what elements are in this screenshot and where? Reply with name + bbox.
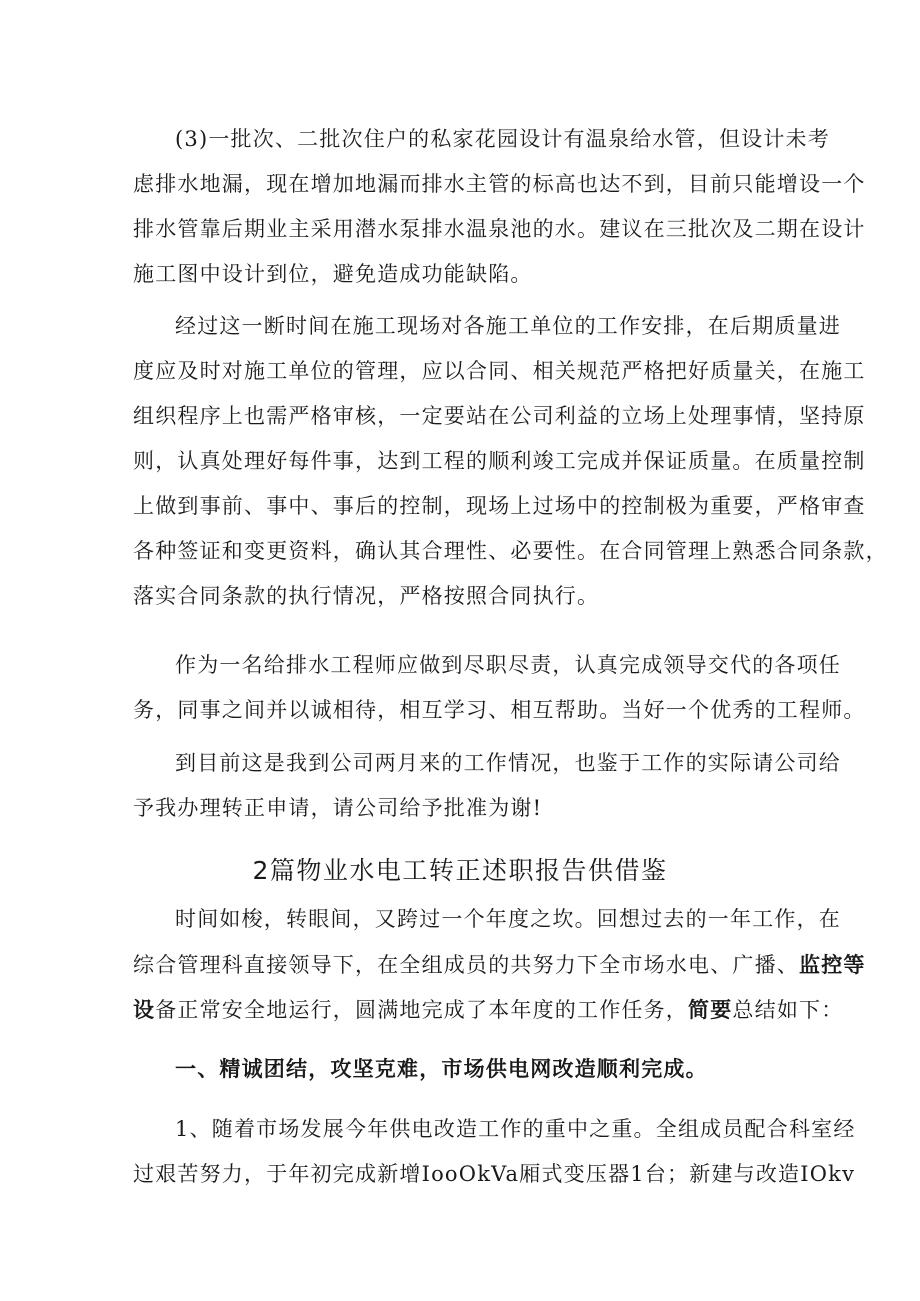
para1-line-3: 排水管靠后期业主采用潜水泵排水温泉池的水。建议在三批次及二期在设计 bbox=[133, 217, 866, 241]
para5-line-3-bold-a: 设 bbox=[133, 997, 156, 1022]
para5-line-2 bbox=[133, 943, 866, 987]
para4-line-1: 到目前这是我到公司两月来的工作情况，也鉴于工作的实际请公司给 bbox=[175, 751, 841, 775]
section-title: 2篇物业水电工转正述职报告供借鉴 bbox=[252, 856, 668, 885]
para5-line-2-text: 综合管理科直接领导下，在全组成员的共努力下全市场水电、广播、 bbox=[133, 953, 799, 977]
para3-line-1: 作为一名给排水工程师应做到尽职尽责，认真完成领导交代的各项任 bbox=[175, 653, 841, 677]
para6-line-1: 1、随着市场发展今年供电改造工作的重中之重。全组成员配合科室经 bbox=[175, 1117, 856, 1141]
para2-line-3: 组织程序上也需严格审核，一定要站在公司利益的立场上处理事情，坚持原 bbox=[133, 404, 866, 428]
para5-line-3-bold-b: 简要 bbox=[688, 997, 733, 1022]
para4-line-2: 予我办理转正申请，请公司给予批准为谢! bbox=[133, 796, 543, 820]
para2-line-2: 度应及时对施工单位的管理，应以合同、相关规范严格把好质量关，在施工 bbox=[133, 359, 866, 383]
para1-line-2: 虑排水地漏，现在增加地漏而排水主管的标高也达不到，目前只能增设一个 bbox=[133, 172, 866, 196]
para2-line-4: 则，认真处理好每件事，达到工程的顺利竣工完成并保证质量。在质量控制 bbox=[133, 449, 866, 473]
para3-line-2: 务，同事之间并以诚相待，相互学习、相互帮助。当好一个优秀的工程师。 bbox=[133, 698, 866, 722]
para1-line-1: (3)一批次、二批次住户的私家花园设计有温泉给水管，但设计未考 bbox=[175, 127, 830, 151]
para5-line-3-text-a: 备正常安全地运行，圆满地完成了本年度的工作任务， bbox=[155, 998, 689, 1022]
heading-1: 一、精诚团结，攻坚克难，市场供电网改造顺利完成。 bbox=[175, 1056, 708, 1081]
para1-line-4: 施工图中设计到位，避免造成功能缺陷。 bbox=[133, 262, 533, 286]
para2-line-7: 落实合同条款的执行情况，严格按照合同执行。 bbox=[133, 584, 600, 608]
para2-line-5: 上做到事前、事中、事后的控制，现场上过场中的控制极为重要，严格审查 bbox=[133, 494, 866, 518]
para5-line-3-text-b: 总结如下： bbox=[732, 998, 844, 1022]
para2-line-6: 各种签证和变更资料，确认其合理性、必要性。在合同管理上熟悉合同条款， bbox=[133, 539, 888, 563]
para5-line-1: 时间如梭，转眼间，又跨过一个年度之坎。回想过去的一年工作，在 bbox=[175, 907, 841, 931]
para6-line-2: 过艰苦努力，于年初完成新增IooOkVa厢式变压器1台；新建与改造IOkv bbox=[133, 1162, 856, 1186]
para5-line-2-bold: 监控等 bbox=[799, 952, 866, 977]
para2-line-1: 经过这一断时间在施工现场对各施工单位的工作安排，在后期质量进 bbox=[175, 314, 841, 338]
para5-line-3 bbox=[133, 988, 844, 1032]
